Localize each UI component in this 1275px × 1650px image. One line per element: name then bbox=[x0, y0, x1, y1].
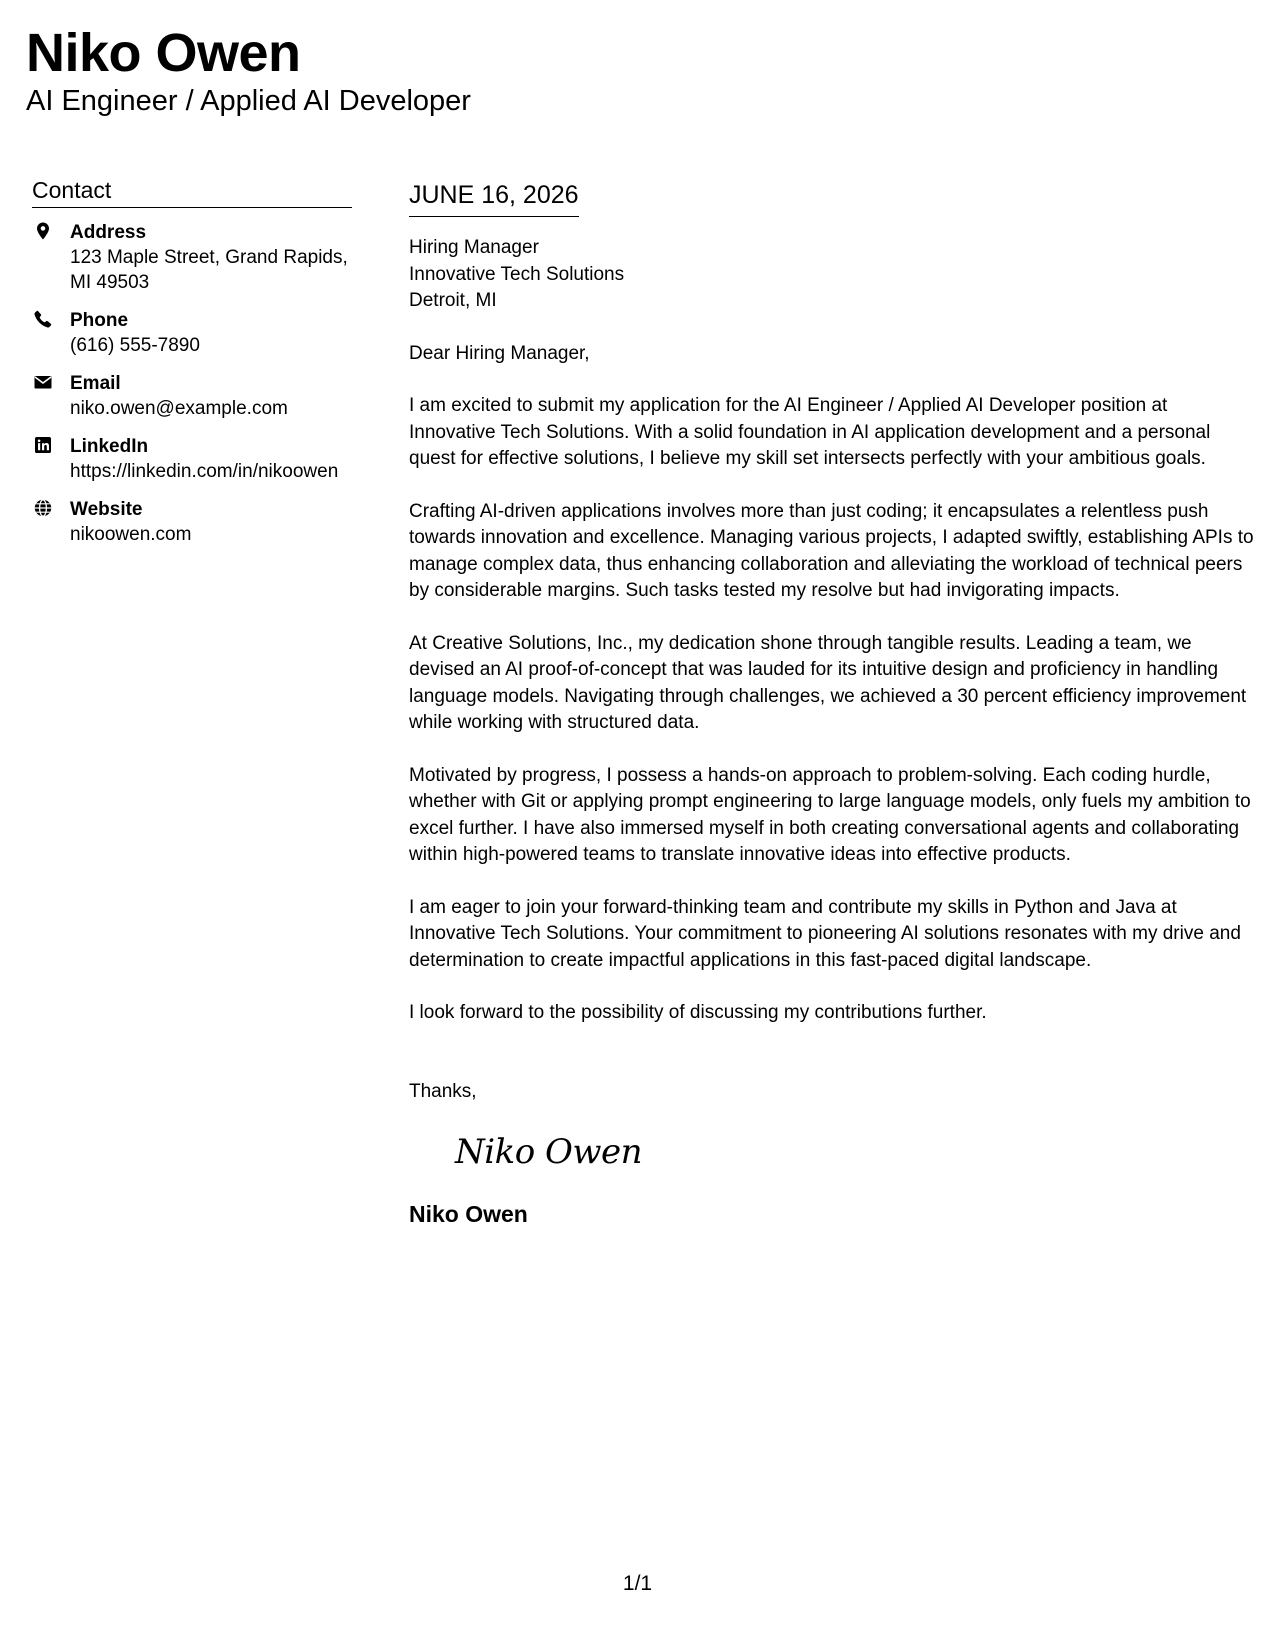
contact-sidebar bbox=[32, 176, 352, 560]
contact-item-website bbox=[32, 497, 352, 547]
contact-item-phone bbox=[32, 308, 352, 358]
letter-paragraph: I am eager to join your forward-thinking team and contribute my skills in Python and Java at Innovative Tech Solutions. Your commitment to pioneering AI solutions resonates with my drive and determination to create impactful applications in this fast-paced digital landscape. bbox=[409, 896, 1241, 971]
closing: Thanks, bbox=[409, 1080, 477, 1102]
envelope-icon bbox=[33, 372, 53, 392]
job-title: AI Engineer / Applied AI Developer bbox=[26, 85, 471, 117]
letter-body bbox=[409, 178, 1254, 1229]
contact-value: niko.owen@example.com bbox=[70, 398, 288, 419]
letter-paragraph: At Creative Solutions, Inc., my dedication shone through tangible results. Leading a team, we devised an AI proof-of-concept that was lauded for its intuitive design and proficiency in handling language models. Navigating through challenges, we achieved a 30 percent efficiency improvement while working with structured data. bbox=[409, 632, 1247, 733]
contact-label: Website bbox=[70, 499, 143, 520]
handwritten-signature: Niko Owen bbox=[455, 1132, 642, 1172]
contact-label: Phone bbox=[70, 310, 129, 331]
recipient-line: Innovative Tech Solutions bbox=[409, 263, 625, 285]
contact-item-address bbox=[32, 220, 352, 295]
contact-item-email bbox=[32, 371, 352, 421]
letter-paragraph: Crafting AI-driven applications involves more than just coding; it encapsulates a relentless push towards innovation and excellence. Managing various projects, I adapted swiftly, establishing APIs to manage complex data, thus enhancing collaboration and alleviating the workload of technical peers by considerable margins. Such tasks tested my resolve but had invigorating impacts. bbox=[409, 500, 1254, 601]
linkedin-icon bbox=[33, 435, 53, 455]
contact-label: LinkedIn bbox=[70, 436, 149, 457]
contact-value: 123 Maple Street, Grand Rapids, MI 49503 bbox=[70, 247, 348, 293]
contact-value: nikoowen.com bbox=[70, 524, 192, 545]
contact-item-linkedin bbox=[32, 434, 352, 484]
phone-icon bbox=[33, 309, 53, 329]
resume-header bbox=[26, 22, 471, 118]
contact-label: Address bbox=[70, 222, 147, 243]
letter-paragraph: I look forward to the possibility of discussing my contributions further. bbox=[409, 1002, 987, 1023]
map-pin-icon bbox=[33, 221, 53, 241]
contact-section-title: Contact bbox=[32, 176, 352, 208]
contact-value: https://linkedin.com/in/nikoowen bbox=[70, 461, 339, 482]
contact-value: (616) 555-7890 bbox=[70, 335, 200, 356]
letter-date: JUNE 16, 2026 bbox=[409, 178, 579, 217]
recipient-line: Detroit, MI bbox=[409, 290, 497, 311]
letter-paragraph: Motivated by progress, I possess a hands-on approach to problem-solving. Each coding hurdle, whether with Git or applying prompt engineering to large language models, only fuels my ambition to excel further. I have also immersed myself in both creating conversational agents and collaborating within high-powered teams to translate innovative ideas into effective products. bbox=[409, 764, 1251, 865]
signer-name: Niko Owen bbox=[409, 1201, 528, 1227]
salutation: Dear Hiring Manager, bbox=[409, 342, 590, 364]
contact-label: Email bbox=[70, 373, 121, 394]
applicant-name: Niko Owen bbox=[26, 23, 301, 83]
letter-paragraph: I am excited to submit my application for the AI Engineer / Applied AI Developer position at Innovative Tech Solutions. With a solid foundation in AI application development and a personal quest for effective solutions, I believe my skill set intersects perfectly with your ambitious goals. bbox=[409, 395, 1211, 469]
page-number: 1/1 bbox=[622, 1572, 653, 1595]
recipient-block bbox=[409, 235, 1254, 315]
recipient-line: Hiring Manager bbox=[409, 237, 539, 258]
globe-icon bbox=[33, 498, 53, 518]
